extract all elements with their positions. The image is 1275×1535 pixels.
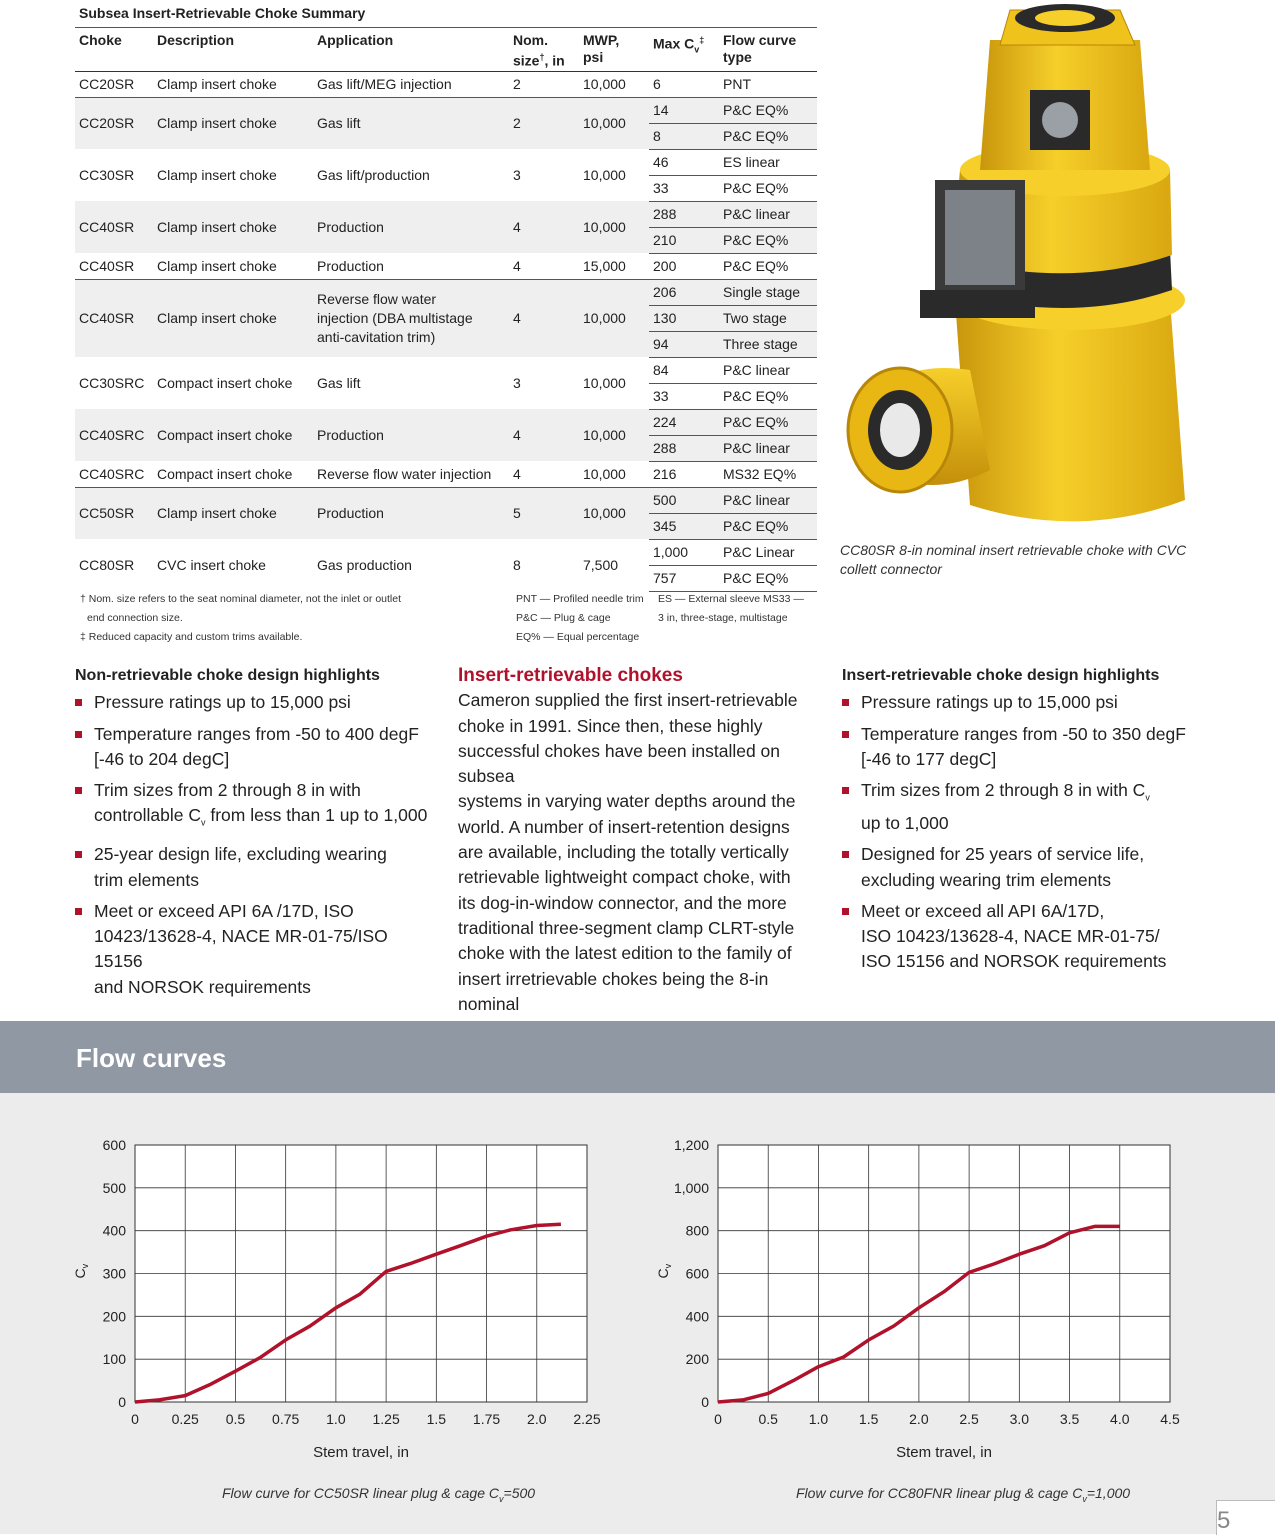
body-line: are available, including the totally vertically [458,842,789,863]
cell-flow-curve-type: P&C EQ% [719,175,817,201]
cell-mwp: 10,000 [583,115,626,132]
cell-nom-size: 2 [509,71,579,97]
x-tick-label: 0 [714,1411,722,1427]
list-item: 25-year design life, excluding wearing trim elements [75,842,435,893]
col-header-application: Application [317,31,394,48]
cell-flow-curve-type: P&C EQ% [719,409,817,435]
y-tick-label: 300 [102,1265,126,1282]
cell-max-cv: 94 [649,331,719,357]
cell-mwp: 10,000 [579,461,649,487]
x-tick-label: 3.5 [1059,1411,1080,1427]
x-tick-label: 0.75 [272,1411,300,1427]
table-body [75,71,817,591]
list-item: Trim sizes from 2 through 8 in with controllable $C_v$ from less than 1 up to 1,000 [75,778,435,836]
cell-application: Reverse flow water injection (DBA multistage anti-cavitation trim) [317,290,473,345]
cell-application: Production [317,505,384,522]
x-tick-label: 1.75 [472,1411,501,1427]
cell-description: Compact insert choke [157,375,293,391]
cell-application: Gas lift [317,375,361,391]
bullet-square-icon [75,699,82,706]
cell-description: Clamp insert choke [157,167,277,183]
choke-product-image [840,0,1210,530]
cell-choke: CC40SRC [79,427,145,443]
cell-flow-curve-type: P&C EQ% [719,513,817,539]
cell-application: Reverse flow water injection [313,461,509,487]
y-axis-label: $C_v$ [72,1263,90,1279]
choke-summary-table-wrapper [75,0,817,592]
cell-max-cv: 6 [649,71,719,97]
cell-description: CVC insert choke [157,557,266,573]
cell-max-cv: 757 [649,565,719,591]
cell-mwp: 7,500 [583,557,619,573]
cell-max-cv: 216 [649,461,719,487]
cell-nom-size: 5 [513,505,521,522]
body-line: retrievable lightweight compact choke, with [458,867,791,888]
cell-description: Compact insert choke [157,427,293,443]
cell-choke: CC40SR [79,219,135,235]
list-item: Temperature ranges from -50 to 350 degF [-46 to 177 degC] [842,722,1222,773]
cell-nom-size: 4 [509,253,579,279]
bullet-square-icon [75,851,82,858]
x-axis-label: Stem travel, in [896,1444,992,1461]
abbr-pc: P&C — Plug & cage [516,612,611,624]
cell-flow-curve-type: ES linear [719,149,817,175]
cell-nom-size: 2 [513,115,521,132]
insert-retrievable-section [458,663,828,1068]
cell-description: Clamp insert choke [157,219,277,235]
table-row [75,409,817,435]
cell-mwp: 10,000 [583,310,626,327]
chart-caption-cc80fnr: Flow curve for CC80FNR linear plug & cage $C_v=1,000$ [796,1485,1131,1504]
bullet-square-icon [842,851,849,858]
y-tick-label: 400 [102,1222,126,1239]
y-tick-label: 100 [102,1351,126,1368]
body-line: insert irretrievable chokes being the 8-in nominal [458,968,769,1014]
col-header-mwp: MWP, psi [583,31,620,65]
cell-max-cv: 46 [649,149,719,175]
table-row [75,357,817,383]
cell-choke: CC40SR [75,253,153,279]
y-tick-label: 500 [102,1179,126,1196]
table-row [75,71,817,97]
col-header-flow-curve: Flow curve type [723,31,797,65]
y-axis-label: $C_v$ [655,1263,673,1279]
bullet-square-icon [842,787,849,794]
cell-nom-size: 4 [513,219,521,235]
y-tick-label: 200 [685,1351,709,1368]
x-tick-label: 2.0 [527,1411,547,1427]
cell-max-cv: 84 [649,357,719,383]
retrievable-list [842,690,1222,974]
x-tick-label: 1.5 [426,1411,447,1427]
cell-nom-size: 4 [513,427,521,443]
cell-application: Gas lift [317,115,361,132]
col-header-max-cv: Max $C_v^\ddagger$ [653,34,705,54]
cell-nom-size: 3 [513,167,521,183]
x-tick-label: 1.5 [858,1411,879,1427]
cell-flow-curve-type: P&C EQ% [719,565,817,591]
cell-max-cv: 14 [649,97,719,123]
flow-curve-chart-cc50sr [60,1125,650,1475]
list-item: Pressure ratings up to 15,000 psi [75,690,435,715]
cell-application: Gas lift/MEG injection [313,71,509,97]
bullet-square-icon [842,908,849,915]
cell-application: Production [317,219,384,235]
y-tick-label: 1,000 [673,1179,709,1196]
cell-application: Gas lift/production [317,167,430,183]
cell-mwp: 10,000 [579,71,649,97]
x-tick-label: 3.0 [1009,1411,1030,1427]
cell-application: Production [317,427,384,443]
x-tick-label: 0.25 [171,1411,199,1427]
non-retrievable-heading: Non-retrievable choke design highlights [75,667,380,684]
cell-max-cv: 288 [649,435,719,461]
list-item: Pressure ratings up to 15,000 psi [842,690,1222,715]
chart-caption-cc50sr: Flow curve for CC50SR linear plug & cage $C_v=500$ [222,1485,536,1504]
cell-application: Gas production [317,557,412,573]
table-row [75,461,817,487]
photo-caption: CC80SR 8-in nominal insert retrievable choke with CVC collett connector [840,542,1187,577]
cell-choke: CC30SRC [79,375,145,391]
table-title: Subsea Insert-Retrievable Choke Summary [79,5,366,22]
body-line: choke in 1991. Since then, these highly [458,715,763,736]
bullet-square-icon [842,699,849,706]
abbr-es-cont: 3 in, three-stage, multistage [658,612,788,624]
x-tick-label: 1.0 [808,1411,829,1427]
abbr-eq: EQ% — Equal percentage [516,631,640,643]
cell-mwp: 10,000 [583,505,626,522]
cell-flow-curve-type: P&C EQ% [719,97,817,123]
cell-flow-curve-type: P&C EQ% [719,123,817,149]
cell-max-cv: 206 [649,279,719,305]
cell-flow-curve-type: P&C EQ% [719,253,817,279]
col-header-choke: Choke [79,31,122,48]
cell-choke: CC20SR [79,115,135,132]
table-row [75,487,817,513]
cell-max-cv: 210 [649,227,719,253]
y-tick-label: 200 [102,1308,126,1325]
x-tick-label: 2.5 [959,1411,979,1427]
x-axis-label: Stem travel, in [313,1444,409,1461]
bullet-square-icon [842,731,849,738]
flow-curves-title: Flow curves [76,1043,227,1073]
abbr-pnt: PNT — Profiled needle trim [516,593,644,605]
insert-retrievable-body [458,688,828,1067]
page-number: 5 [1217,1507,1231,1534]
cell-max-cv: 1,000 [649,539,719,565]
footnote-2: ‡ Reduced capacity and custom trims available. [80,631,303,643]
cell-mwp: 10,000 [583,219,626,235]
footnotes-left [80,590,401,647]
flow-curve-chart-cc80fnr [643,1125,1233,1475]
cell-choke: CC80SR [79,557,135,573]
page-number-box [1216,1500,1275,1535]
cell-choke: CC40SR [79,310,135,327]
footnote-1: † Nom. size refers to the seat nominal diameter, not the inlet or outlet [80,593,401,605]
x-tick-label: 2.25 [573,1411,601,1427]
body-line: Cameron supplied the first insert-retrievable [458,690,798,711]
y-tick-label: 600 [685,1265,709,1282]
cell-flow-curve-type: MS32 EQ% [719,461,817,487]
cell-flow-curve-type: P&C linear [719,435,817,461]
cell-max-cv: 200 [649,253,719,279]
cell-description: Clamp insert choke [153,71,313,97]
cell-choke: CC20SR [75,71,153,97]
body-line: successful chokes have been installed on subsea [458,740,781,787]
retrievable-heading: Insert-retrievable choke design highlights [842,667,1160,684]
cell-choke: CC30SR [79,167,135,183]
table-row [75,253,817,279]
x-tick-label: 4.0 [1110,1411,1130,1427]
y-tick-label: 0 [701,1394,709,1410]
cell-choke: CC40SRC [75,461,153,487]
cell-mwp: 10,000 [583,375,626,391]
footnotes-abbr [516,590,644,647]
y-tick-label: 600 [102,1137,126,1153]
cell-max-cv: 33 [649,383,719,409]
cell-flow-curve-type: P&C EQ% [719,383,817,409]
cell-max-cv: 130 [649,305,719,331]
y-tick-label: 400 [685,1308,709,1325]
non-retrievable-highlights [75,663,435,1006]
body-line: systems in varying water depths around the [458,791,796,812]
y-tick-label: 0 [118,1394,126,1410]
list-item: Designed for 25 years of service life, excluding wearing trim elements [842,842,1222,893]
cell-mwp: 10,000 [583,427,626,443]
cell-nom-size: 4 [513,310,521,327]
cell-flow-curve-type: PNT [719,71,817,97]
footnote-1-cont: end connection size. [87,612,183,624]
cell-description: Clamp insert choke [157,115,277,132]
cell-flow-curve-type: Three stage [719,331,817,357]
retrievable-highlights [842,663,1222,981]
list-item: Meet or exceed API 6A /17D, ISO 10423/13628-4, NACE MR-01-75/ISO 15156 and NORSOK requirements [75,899,435,1000]
cell-flow-curve-type: Single stage [719,279,817,305]
table-row [75,279,817,305]
table-row [75,149,817,175]
x-tick-label: 0 [131,1411,139,1427]
body-line: traditional three-segment clamp CLRT-style [458,917,795,938]
cell-description: Compact insert choke [153,461,313,487]
col-header-description: Description [157,31,235,48]
table-row [75,97,817,123]
cell-max-cv: 33 [649,175,719,201]
cell-description: Clamp insert choke [157,505,277,522]
table-row [75,201,817,227]
bullet-square-icon [75,731,82,738]
cell-nom-size: 4 [509,461,579,487]
cell-flow-curve-type: P&C linear [719,201,817,227]
table-row [75,539,817,565]
cell-max-cv: 8 [649,123,719,149]
list-item: Meet or exceed all API 6A/17D, ISO 10423/13628-4, NACE MR-01-75/ ISO 15156 and NORSOK requirements [842,899,1222,975]
cell-flow-curve-type: Two stage [719,305,817,331]
choke-summary-table [75,0,817,592]
cell-description: Clamp insert choke [157,310,277,327]
x-tick-label: 0.5 [758,1411,778,1427]
cell-application: Production [313,253,509,279]
abbr-es: ES — External sleeve MS33 — [658,593,804,605]
cell-max-cv: 288 [649,201,719,227]
cell-mwp: 15,000 [579,253,649,279]
cell-max-cv: 500 [649,487,719,513]
col-header-nom-size: Nom. size†, in [513,31,565,69]
cell-nom-size: 3 [513,375,521,391]
x-tick-label: 1.25 [372,1411,400,1427]
cell-flow-curve-type: P&C linear [719,487,817,513]
bullet-square-icon [75,787,82,794]
cell-description: Clamp insert choke [153,253,313,279]
table-header-row [75,27,817,71]
body-line: world. A number of insert-retention designs [458,816,790,837]
x-tick-label: 4.5 [1160,1411,1180,1427]
flow-curves-band [0,1021,1275,1093]
non-retrievable-list [75,690,435,1000]
insert-retrievable-heading: Insert-retrievable chokes [458,665,683,686]
list-item: Temperature ranges from -50 to 400 degF [-46 to 204 degC] [75,722,435,773]
x-tick-label: 0.5 [225,1411,246,1427]
cell-flow-curve-type: P&C linear [719,357,817,383]
y-tick-label: 1,200 [673,1137,709,1153]
bullet-square-icon [75,908,82,915]
cell-max-cv: 345 [649,513,719,539]
x-tick-label: 1.0 [326,1411,346,1427]
list-item: Trim sizes from 2 through 8 in with $C_v$ up to 1,000 [842,778,1222,836]
cell-flow-curve-type: P&C EQ% [719,227,817,253]
cell-flow-curve-type: P&C Linear [719,539,817,565]
x-tick-label: 2.0 [909,1411,929,1427]
cell-max-cv: 224 [649,409,719,435]
cell-mwp: 10,000 [583,167,626,183]
cell-nom-size: 8 [513,557,521,573]
body-line: choke with the latest edition to the family of [458,943,792,964]
body-line: its dog-in-window connector, and the more [458,892,787,913]
cell-choke: CC50SR [79,505,135,522]
y-tick-label: 800 [685,1222,709,1239]
footnotes-abbr-2 [658,590,804,628]
